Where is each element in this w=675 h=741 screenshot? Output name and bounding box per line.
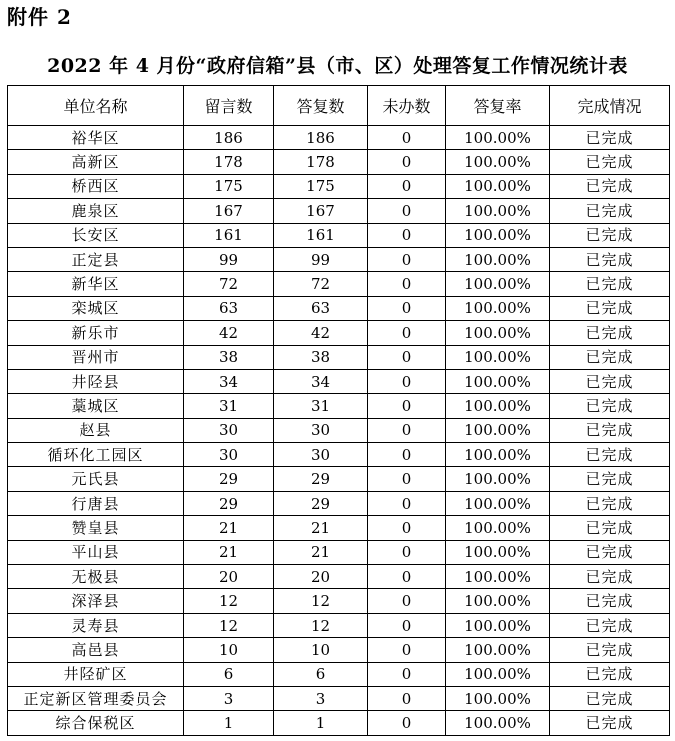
unit-name-cell: 行唐县 — [8, 491, 184, 515]
pending-count-cell: 0 — [368, 711, 446, 735]
completion-status-cell: 已完成 — [550, 613, 670, 637]
completion-status-cell: 已完成 — [550, 369, 670, 393]
reply-rate-cell: 100.00% — [446, 638, 550, 662]
completion-status-cell: 已完成 — [550, 345, 670, 369]
reply-count-cell: 10 — [274, 638, 368, 662]
header-reply-rate: 答复率 — [446, 86, 550, 126]
message-count-cell: 30 — [184, 418, 274, 442]
unit-name-cell: 高邑县 — [8, 638, 184, 662]
message-count-cell: 12 — [184, 613, 274, 637]
message-count-cell: 72 — [184, 272, 274, 296]
reply-count-cell: 186 — [274, 126, 368, 150]
message-count-cell: 31 — [184, 394, 274, 418]
reply-count-cell: 21 — [274, 540, 368, 564]
completion-status-cell: 已完成 — [550, 199, 670, 223]
table-header-row — [8, 86, 670, 126]
unit-name-cell: 正定新区管理委员会 — [8, 686, 184, 710]
reply-rate-cell: 100.00% — [446, 199, 550, 223]
unit-name-cell: 深泽县 — [8, 589, 184, 613]
reply-rate-cell: 100.00% — [446, 174, 550, 198]
message-count-cell: 99 — [184, 247, 274, 271]
completion-status-cell: 已完成 — [550, 589, 670, 613]
unit-name-cell: 长安区 — [8, 223, 184, 247]
reply-count-cell: 31 — [274, 394, 368, 418]
pending-count-cell: 0 — [368, 272, 446, 296]
message-count-cell: 186 — [184, 126, 274, 150]
completion-status-cell: 已完成 — [550, 247, 670, 271]
reply-count-cell: 38 — [274, 345, 368, 369]
reply-rate-cell: 100.00% — [446, 272, 550, 296]
pending-count-cell: 0 — [368, 321, 446, 345]
pending-count-cell: 0 — [368, 296, 446, 320]
message-count-cell: 29 — [184, 467, 274, 491]
table-row — [8, 638, 670, 662]
pending-count-cell: 0 — [368, 491, 446, 515]
unit-name-cell: 裕华区 — [8, 126, 184, 150]
completion-status-cell: 已完成 — [550, 150, 670, 174]
reply-rate-cell: 100.00% — [446, 467, 550, 491]
reply-count-cell: 161 — [274, 223, 368, 247]
reply-rate-cell: 100.00% — [446, 296, 550, 320]
pending-count-cell: 0 — [368, 443, 446, 467]
unit-name-cell: 新华区 — [8, 272, 184, 296]
reply-count-cell: 167 — [274, 199, 368, 223]
table-body — [8, 126, 670, 736]
unit-name-cell: 井陉矿区 — [8, 662, 184, 686]
reply-rate-cell: 100.00% — [446, 613, 550, 637]
pending-count-cell: 0 — [368, 394, 446, 418]
unit-name-cell: 综合保税区 — [8, 711, 184, 735]
reply-count-cell: 3 — [274, 686, 368, 710]
reply-count-cell: 178 — [274, 150, 368, 174]
pending-count-cell: 0 — [368, 223, 446, 247]
table-row — [8, 296, 670, 320]
table-row — [8, 150, 670, 174]
reply-count-cell: 29 — [274, 467, 368, 491]
pending-count-cell: 0 — [368, 540, 446, 564]
table-row — [8, 613, 670, 637]
pending-count-cell: 0 — [368, 174, 446, 198]
reply-count-cell: 30 — [274, 443, 368, 467]
reply-rate-cell: 100.00% — [446, 418, 550, 442]
page-title: 2022 年 4 月份“政府信箱”县（市、区）处理答复工作情况统计表 — [47, 55, 628, 77]
reply-count-cell: 72 — [274, 272, 368, 296]
table-row — [8, 711, 670, 735]
unit-name-cell: 鹿泉区 — [8, 199, 184, 223]
reply-rate-cell: 100.00% — [446, 126, 550, 150]
reply-count-cell: 21 — [274, 516, 368, 540]
reply-rate-cell: 100.00% — [446, 662, 550, 686]
table-row — [8, 540, 670, 564]
statistics-table — [7, 85, 670, 736]
header-message-count: 留言数 — [184, 86, 274, 126]
completion-status-cell: 已完成 — [550, 662, 670, 686]
pending-count-cell: 0 — [368, 150, 446, 174]
reply-count-cell: 34 — [274, 369, 368, 393]
message-count-cell: 178 — [184, 150, 274, 174]
message-count-cell: 167 — [184, 199, 274, 223]
table-row — [8, 662, 670, 686]
completion-status-cell: 已完成 — [550, 467, 670, 491]
unit-name-cell: 桥西区 — [8, 174, 184, 198]
reply-rate-cell: 100.00% — [446, 321, 550, 345]
table-row — [8, 467, 670, 491]
message-count-cell: 42 — [184, 321, 274, 345]
pending-count-cell: 0 — [368, 613, 446, 637]
message-count-cell: 3 — [184, 686, 274, 710]
reply-count-cell: 175 — [274, 174, 368, 198]
table-row — [8, 516, 670, 540]
message-count-cell: 12 — [184, 589, 274, 613]
completion-status-cell: 已完成 — [550, 126, 670, 150]
completion-status-cell: 已完成 — [550, 711, 670, 735]
message-count-cell: 30 — [184, 443, 274, 467]
message-count-cell: 1 — [184, 711, 274, 735]
reply-rate-cell: 100.00% — [446, 369, 550, 393]
pending-count-cell: 0 — [368, 199, 446, 223]
unit-name-cell: 高新区 — [8, 150, 184, 174]
header-unit-name: 单位名称 — [8, 86, 184, 126]
reply-rate-cell: 100.00% — [446, 150, 550, 174]
reply-rate-cell: 100.00% — [446, 443, 550, 467]
reply-count-cell: 30 — [274, 418, 368, 442]
reply-rate-cell: 100.00% — [446, 345, 550, 369]
reply-count-cell: 99 — [274, 247, 368, 271]
unit-name-cell: 赞皇县 — [8, 516, 184, 540]
pending-count-cell: 0 — [368, 516, 446, 540]
pending-count-cell: 0 — [368, 467, 446, 491]
pending-count-cell: 0 — [368, 345, 446, 369]
reply-count-cell: 6 — [274, 662, 368, 686]
reply-rate-cell: 100.00% — [446, 247, 550, 271]
reply-rate-cell: 100.00% — [446, 711, 550, 735]
reply-rate-cell: 100.00% — [446, 516, 550, 540]
completion-status-cell: 已完成 — [550, 686, 670, 710]
table-row — [8, 247, 670, 271]
completion-status-cell: 已完成 — [550, 516, 670, 540]
reply-rate-cell: 100.00% — [446, 589, 550, 613]
table-row — [8, 394, 670, 418]
reply-count-cell: 63 — [274, 296, 368, 320]
table-row — [8, 491, 670, 515]
table-row — [8, 126, 670, 150]
reply-count-cell: 12 — [274, 589, 368, 613]
table-row — [8, 565, 670, 589]
table-row — [8, 589, 670, 613]
unit-name-cell: 赵县 — [8, 418, 184, 442]
table-row — [8, 321, 670, 345]
message-count-cell: 21 — [184, 540, 274, 564]
completion-status-cell: 已完成 — [550, 540, 670, 564]
completion-status-cell: 已完成 — [550, 174, 670, 198]
header-completion-status: 完成情况 — [550, 86, 670, 126]
unit-name-cell: 井陉县 — [8, 369, 184, 393]
completion-status-cell: 已完成 — [550, 321, 670, 345]
pending-count-cell: 0 — [368, 369, 446, 393]
reply-rate-cell: 100.00% — [446, 491, 550, 515]
unit-name-cell: 正定县 — [8, 247, 184, 271]
pending-count-cell: 0 — [368, 686, 446, 710]
reply-count-cell: 12 — [274, 613, 368, 637]
completion-status-cell: 已完成 — [550, 638, 670, 662]
reply-rate-cell: 100.00% — [446, 223, 550, 247]
table-row — [8, 272, 670, 296]
reply-rate-cell: 100.00% — [446, 394, 550, 418]
attachment-label: 附件 2 — [7, 5, 72, 29]
completion-status-cell: 已完成 — [550, 272, 670, 296]
table-row — [8, 199, 670, 223]
reply-count-cell: 1 — [274, 711, 368, 735]
message-count-cell: 34 — [184, 369, 274, 393]
unit-name-cell: 灵寿县 — [8, 613, 184, 637]
message-count-cell: 6 — [184, 662, 274, 686]
message-count-cell: 20 — [184, 565, 274, 589]
message-count-cell: 38 — [184, 345, 274, 369]
unit-name-cell: 栾城区 — [8, 296, 184, 320]
unit-name-cell: 元氏县 — [8, 467, 184, 491]
reply-count-cell: 42 — [274, 321, 368, 345]
message-count-cell: 10 — [184, 638, 274, 662]
header-reply-count: 答复数 — [274, 86, 368, 126]
pending-count-cell: 0 — [368, 126, 446, 150]
reply-rate-cell: 100.00% — [446, 686, 550, 710]
table-row — [8, 174, 670, 198]
table-row — [8, 443, 670, 467]
table-row — [8, 345, 670, 369]
unit-name-cell: 晋州市 — [8, 345, 184, 369]
unit-name-cell: 藁城区 — [8, 394, 184, 418]
pending-count-cell: 0 — [368, 662, 446, 686]
message-count-cell: 21 — [184, 516, 274, 540]
table-row — [8, 686, 670, 710]
table-row — [8, 418, 670, 442]
completion-status-cell: 已完成 — [550, 223, 670, 247]
completion-status-cell: 已完成 — [550, 443, 670, 467]
completion-status-cell: 已完成 — [550, 394, 670, 418]
pending-count-cell: 0 — [368, 418, 446, 442]
reply-rate-cell: 100.00% — [446, 540, 550, 564]
message-count-cell: 161 — [184, 223, 274, 247]
pending-count-cell: 0 — [368, 589, 446, 613]
pending-count-cell: 0 — [368, 638, 446, 662]
reply-rate-cell: 100.00% — [446, 565, 550, 589]
pending-count-cell: 0 — [368, 247, 446, 271]
completion-status-cell: 已完成 — [550, 296, 670, 320]
unit-name-cell: 无极县 — [8, 565, 184, 589]
reply-count-cell: 29 — [274, 491, 368, 515]
table-row — [8, 223, 670, 247]
message-count-cell: 63 — [184, 296, 274, 320]
completion-status-cell: 已完成 — [550, 418, 670, 442]
table-row — [8, 369, 670, 393]
completion-status-cell: 已完成 — [550, 491, 670, 515]
completion-status-cell: 已完成 — [550, 565, 670, 589]
unit-name-cell: 新乐市 — [8, 321, 184, 345]
unit-name-cell: 循环化工园区 — [8, 443, 184, 467]
reply-count-cell: 20 — [274, 565, 368, 589]
message-count-cell: 29 — [184, 491, 274, 515]
header-pending-count: 未办数 — [368, 86, 446, 126]
unit-name-cell: 平山县 — [8, 540, 184, 564]
pending-count-cell: 0 — [368, 565, 446, 589]
message-count-cell: 175 — [184, 174, 274, 198]
